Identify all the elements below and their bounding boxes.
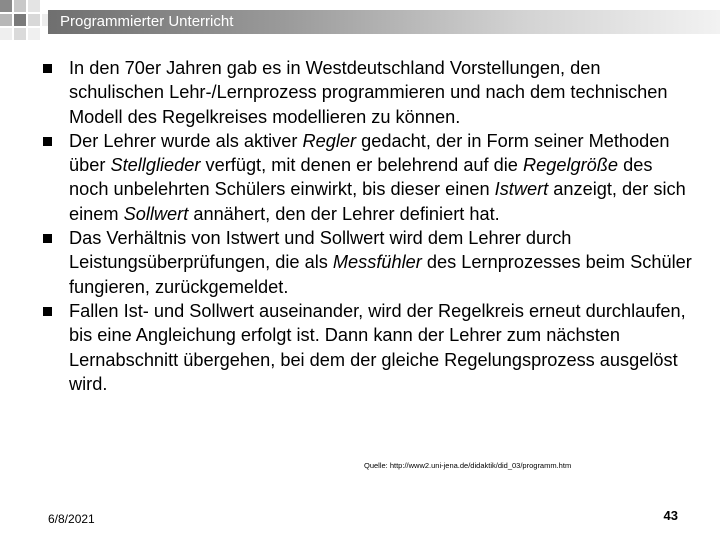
emphasized-term: Messfühler: [332, 252, 422, 273]
emphasized-term: Sollwert: [123, 203, 189, 224]
square-bullet-icon: [43, 64, 52, 73]
emphasized-term: Regler: [302, 130, 357, 151]
text-segment: des noch unbelehrten Schülers einwirkt, bis dieser einen: [69, 155, 653, 200]
slide-date: 6/8/2021: [48, 512, 95, 526]
bullet-text: [69, 129, 696, 226]
bullet-text: [69, 56, 696, 129]
decoration-square: [0, 14, 12, 26]
bullet-text: [69, 226, 696, 299]
decoration-square: [28, 28, 40, 40]
square-bullet-icon: [43, 307, 52, 316]
slide-title: Programmierter Unterricht: [60, 13, 234, 30]
emphasized-term: Stellglieder: [110, 155, 201, 176]
bullet-list: [36, 56, 696, 396]
bullet-item: [36, 226, 696, 299]
emphasized-term: Regelgröße: [522, 155, 619, 176]
text-segment: gedacht, der in Form seiner Methoden über: [69, 130, 670, 176]
text-segment: verfügt, mit denen er belehrend auf die: [200, 155, 523, 176]
text-segment: In den 70er Jahren gab es in Westdeutschland Vorstellungen, den schulischen Lehr-/Lernprozess programmieren und nach dem technischen Modell des Regelkreises modellieren zu können.: [69, 58, 668, 127]
bullet-text: [69, 299, 696, 396]
text-segment: Das Verhältnis von Istwert und Sollwert wird dem Lehrer durch Leistungsüberprüfungen, die als: [69, 228, 572, 273]
square-bullet-icon: [43, 234, 52, 243]
decoration-square: [0, 28, 12, 40]
text-segment: annähert, den der Lehrer definiert hat.: [188, 203, 500, 224]
text-segment: des Lernprozesses beim Schüler fungieren, zurückgemeldet.: [69, 252, 692, 297]
decoration-square: [14, 0, 26, 12]
source-citation: Quelle: http://www2.uni-jena.de/didaktik/did_03/programm.htm: [364, 461, 572, 470]
decoration-square: [28, 0, 40, 12]
emphasized-term: Istwert: [494, 179, 549, 200]
bullet-item: [36, 299, 696, 396]
decoration-square: [0, 0, 12, 12]
text-segment: anzeigt, der sich einem: [69, 179, 686, 224]
page-number: 43: [663, 508, 678, 523]
bullet-item: [36, 129, 696, 226]
text-segment: Fallen Ist- und Sollwert auseinander, wird der Regelkreis erneut durchlaufen, bis eine Angleichung erfolgt ist. Dann kann der Lehrer zum nächsten Lernabschnitt übergehen, bei dem der gleiche Regelungsprozess ausgelöst wird.: [69, 300, 686, 394]
decoration-square: [14, 28, 26, 40]
text-segment: Der Lehrer wurde als aktiver: [69, 130, 303, 151]
decoration-square: [14, 14, 26, 26]
decoration-square: [28, 14, 40, 26]
bullet-item: [36, 56, 696, 129]
square-bullet-icon: [43, 137, 52, 146]
